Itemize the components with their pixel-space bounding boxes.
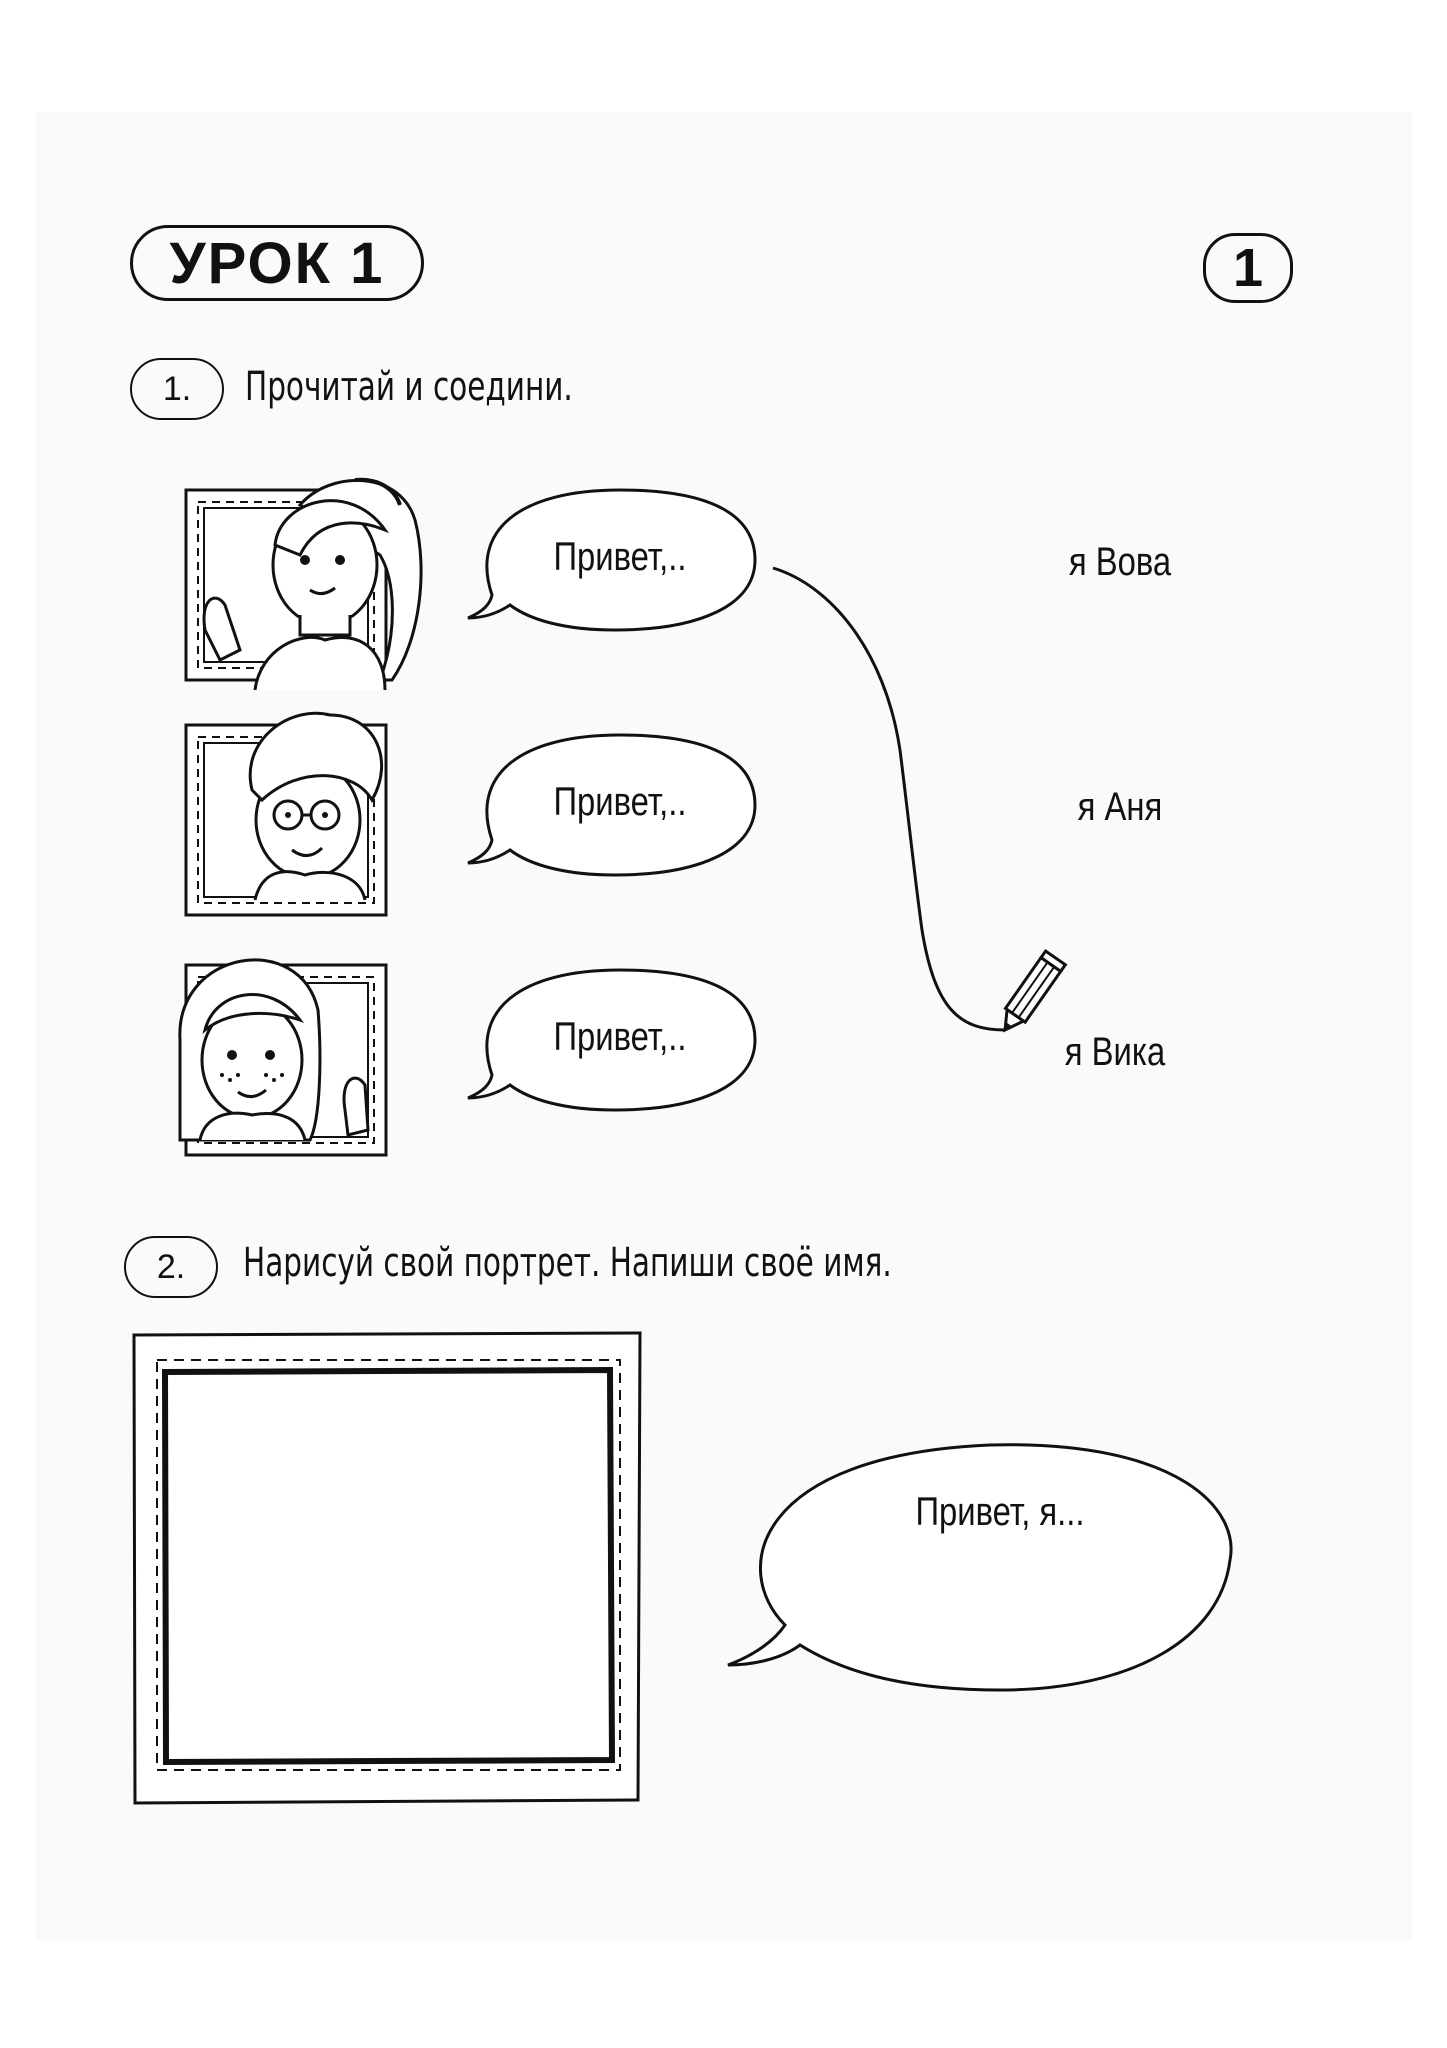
self-portrait-drawing-area[interactable] [172, 1378, 606, 1756]
bubble-3-text: Привет,.. [553, 1015, 687, 1059]
self-bubble-text[interactable]: Привет, я... [915, 1490, 1085, 1534]
speech-bubble-self [728, 1445, 1231, 1690]
task2-number: 2. [124, 1236, 218, 1298]
lesson-title-badge: УРОК 1 [130, 225, 424, 301]
portrait-boy-glasses [186, 713, 386, 915]
name-option-vova[interactable]: я Вова [1068, 540, 1172, 584]
pencil-icon [995, 951, 1065, 1037]
portrait-girl-headband [186, 480, 421, 690]
task2-instruction: Нарисуй свой портрет. Напиши своё имя. [243, 1240, 892, 1286]
name-option-vika[interactable]: я Вика [1064, 1030, 1166, 1074]
bubble-2-text: Привет,.. [553, 780, 687, 824]
task1-number: 1. [130, 358, 224, 420]
portrait-girl-freckles [180, 960, 386, 1155]
task1-instruction: Прочитай и соедини. [245, 364, 573, 410]
bubble-1-text: Привет,.. [553, 535, 687, 579]
page-number-badge: 1 [1203, 233, 1293, 303]
name-option-anya[interactable]: я Аня [1077, 785, 1163, 829]
example-connecting-line [773, 568, 1005, 1030]
